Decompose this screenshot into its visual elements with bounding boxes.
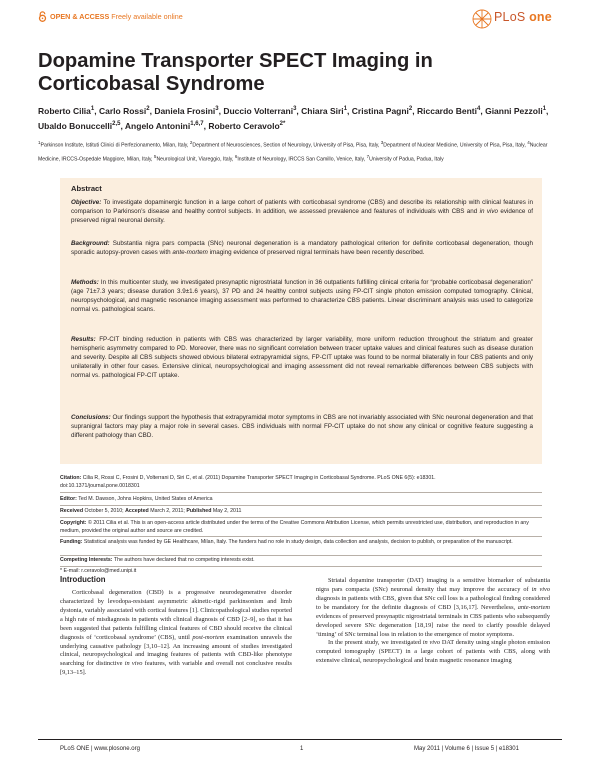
author-affiliation-ref: 1 <box>90 106 95 112</box>
objective-text-end: evidence of preserved nigral neuronal density. <box>71 207 533 224</box>
affiliation-number: 3 <box>380 140 384 145</box>
objective-text: To investigate dopaminergic function in a large cohort of patients with corticobasal syndrome (CBS) and describe its relationship with clinical features in comparison to Parkinson’s disease and healthy control subjects. In addition, we assessed prevalence and features of individuals with CBS and <box>71 199 533 215</box>
text-run: in vivo <box>531 585 550 593</box>
footer-issue-info: May 2011 | Volume 6 | Issue 5 | e18301 <box>414 746 519 752</box>
citation-text: Cilia R, Rossi C, Frosini D, Volterrani D, Siri C, et al. (2011) Dopamine Transporter SPECT Imaging in Corticobasal Syndrome. PLoS ONE 6(5): e18301. <box>82 475 436 481</box>
objective-label: Objective: <box>71 199 102 206</box>
footer-separator: | <box>91 746 93 752</box>
competing-text: The authors have declared that no competing interests exist. <box>113 557 255 563</box>
dates <box>60 508 542 516</box>
divider <box>60 517 542 518</box>
author-affiliation-ref: 1 <box>542 106 547 112</box>
introduction-heading: Introduction <box>60 575 106 584</box>
abstract-conclusions <box>71 414 533 441</box>
methods-label: Methods: <box>71 279 99 286</box>
author-affiliation-ref: 1 <box>343 106 348 112</box>
author-affiliation-ref: 2,5 <box>112 120 121 127</box>
author-affiliation-ref: 3 <box>293 106 297 112</box>
affiliation-number: 7 <box>366 153 370 159</box>
background-italic: ante-mortem <box>172 248 208 256</box>
logo-one-text: one <box>529 10 552 24</box>
text-run: ante-mortem <box>517 603 550 611</box>
affiliation-text: Neurological Unit, Viareggio, Italy, <box>156 156 234 163</box>
author-name[interactable]: Riccardo Benti <box>417 105 477 116</box>
received-date: October 5, 2010; <box>84 508 124 514</box>
text-run: post-mortem <box>192 633 225 641</box>
author-name[interactable]: Roberto Cilia <box>38 105 91 116</box>
text-run: in vivo <box>422 639 440 647</box>
freely-available-label: Freely available online <box>111 12 183 21</box>
text-run: in vivo <box>124 660 143 668</box>
author-list: Roberto Cilia$^1$, Carlo Rossi$^2$, Daniela Frosini$^3$, Duccio Volterrani$^3$, Chiara Siri$^1$, Cristina Pagni$^2$, Riccardo Benti$^4$, Gianni Pezzoli$^1$, Ubaldo Bonuccelli$^{2,5}$, Angelo Antonini$^{1,6,7}$, Roberto Ceravolo$^{2*}$ <box>38 105 549 131</box>
author-name[interactable]: Angelo Antonini <box>124 120 191 131</box>
conclusions-label: Conclusions: <box>71 414 111 421</box>
footer-journal <box>60 746 140 752</box>
affiliation-number: 4 <box>527 140 530 145</box>
plos-one-logo <box>494 10 552 24</box>
article-title: Dopamine Transporter SPECT Imaging in Corticobasal Syndrome <box>38 50 433 95</box>
divider <box>60 555 542 556</box>
results-label: Results: <box>71 336 96 343</box>
author-name[interactable]: Daniela Frosini <box>154 105 216 116</box>
text-run: Corticobasal degeneration (CBD) is a progressive neurodegenerative disorder characterized by levodopa-resistant asymmetric akinetic-rigid parkinsonism and limb dystonia, variably associated with cortical features [1]. Clinicopathological studies reported a high rate of misdiagnosis in patients with clinical diagnosis of CBD [2–9], so that it has been suggested that patients fulfilling clinical features of CBD should receive the clinical diagnosis of ‘corticobasal syndrome’ (CBS), until <box>60 589 292 641</box>
funding-label: Funding: <box>60 539 83 545</box>
author-name[interactable]: Duccio Volterrani <box>223 105 294 116</box>
editor-text: Ted M. Dawson, Johns Hopkins, United States of America <box>78 496 213 502</box>
author-name[interactable]: Roberto Ceravolo <box>208 120 280 131</box>
author-name[interactable]: Gianni Pezzoli <box>485 105 543 116</box>
author-affiliation-ref: 3 <box>215 106 219 112</box>
divider <box>60 536 542 537</box>
affiliation-number: 2 <box>189 140 193 145</box>
divider <box>60 505 542 506</box>
abstract-heading: Abstract <box>71 184 102 193</box>
published-label: Published <box>186 508 212 514</box>
abstract-results <box>71 336 533 381</box>
footer-rule <box>38 739 562 740</box>
divider <box>60 492 542 493</box>
background-text-end: imaging evidence of preserved nigral terminals have been recently described. <box>209 248 425 256</box>
copyright-text: © 2011 Cilia et al. This is an open-access article distributed under the terms of the Creative Commons Attribution License, which permits unrestricted use, distribution, and reproduction in any medium, provided the original author and source are credited. <box>60 520 529 534</box>
footer-journal-name: PLoS ONE <box>60 746 90 752</box>
citation-doi[interactable]: doi:10.1371/journal.pone.0018301 <box>60 482 140 489</box>
footer-page-number: 1 <box>300 746 304 752</box>
author-name[interactable]: Ubaldo Bonuccelli <box>38 120 113 131</box>
published-date: May 2, 2011 <box>212 508 242 514</box>
affiliation-text: Nuclear Medicine, IRCCS-Ospedale Maggiore, Milan, Italy, <box>38 142 548 163</box>
text-run: Striatal dopamine transporter (DAT) imaging is a sensitive biomarker of substantia nigra pars compacta (SNc) neuronal density that may improve the accuracy of <box>316 577 550 593</box>
funding-text: Statistical analysis was funded by GE Healthcare, Milan, Italy. The funders had no role in study design, data collection and analysis, decision to publish, or preparation of the manuscript. <box>83 539 513 545</box>
funding <box>60 539 542 547</box>
text-run: diagnosis in patients with CBS, given that SNc cell loss is a pathological finding considered to be mandatory for the definite diagnosis of CBD [3,16,17]. Nevertheless, <box>316 594 550 611</box>
affiliation-text: University of Padua, Padua, Italy <box>369 156 444 163</box>
author-name[interactable]: Chiara Siri <box>301 105 344 116</box>
results-text: FP-CIT binding reduction in patients with CBS was characterized by larger variability, more uniform reduction throughout the striatum and greater hemispheric asymmetry compared to PD. Moreover, there was no significant correlation between tracer uptake values and clinical features such as disease duration and severity. Despite all CBS subjects showed obvious bilateral extrapyramidal signs, FP-CIT uptake was found to be normal bilaterally in four CBS patients and only unilaterally in other four cases. Extensive clinical, neuropsychological and imaging assessment did not reveal remarkable differences between CBS subjects with normal vs. pathological FP-CIT uptake. <box>71 336 533 379</box>
text-run: In the present study, we investigated <box>328 639 421 647</box>
body-column-left <box>60 589 292 678</box>
objective-italic: in vivo <box>479 207 498 215</box>
author-affiliation-ref: 1,6,7 <box>190 120 204 127</box>
competing-interests <box>60 557 542 565</box>
accepted-label: Accepted <box>125 508 149 514</box>
body-column-right <box>316 577 550 666</box>
affiliation-number: 1 <box>38 140 41 145</box>
logo-plos-text: PLoS <box>494 10 526 24</box>
abstract-background <box>71 240 533 258</box>
background-text: Substantia nigra pars compacta (SNc) neuronal degeneration is a mandatory pathological criterion for definite corticobasal degeneration, though sporadic autopsy-proven cases with <box>71 240 533 256</box>
corresponding-email[interactable]: * E-mail: r.ceravolo@med.unipi.it <box>60 568 137 574</box>
affiliation-text: Parkinson Institute, Istituti Clinici di Perfezionamento, Milan, Italy, <box>40 142 189 149</box>
received-label: Received <box>60 508 84 514</box>
divider <box>60 566 542 567</box>
text-run: examination unravels the underlying causative pathology [3,10–12]. An increasing amount of studies investigated clinical, neuropsychological and imaging features of patients with CBD-like phenotype searching for distinctive <box>60 633 293 668</box>
open-access-lock-icon <box>38 11 47 22</box>
author-affiliation-ref: 4 <box>477 106 481 112</box>
author-affiliation-ref: 2 <box>408 106 413 112</box>
text-run: evidences of preserved presynaptic nigrostriatal terminals in CBS patients who subsequently developed severe SNc degeneration [18,19] raise the need to clarify possible delayed ‘timing’ of SNc terminal loss in relation to the emergence of motor symptoms. <box>316 612 550 638</box>
abstract-objective <box>71 199 533 226</box>
background-label: Background: <box>71 240 110 247</box>
citation-label: Citation: <box>60 475 82 481</box>
accepted-date: March 2, 2011; <box>150 508 185 514</box>
affiliation-number: 5 <box>153 153 157 159</box>
author-affiliation-ref: 2* <box>279 120 286 127</box>
open-access-label: OPEN & ACCESS <box>50 12 110 21</box>
affiliation-text: Institute of Neurology, IRCCS San Camillo, Venice, Italy, <box>237 156 366 163</box>
citation <box>60 475 542 490</box>
text-run: features, with variable and overall not conclusive results [9,13–15]. <box>60 660 293 677</box>
intro-paragraph <box>316 577 550 639</box>
text-run: DAT density using single photon emission computed tomography (SPECT) in a large cohort of patients with CBS, along with extensive clinical, neuropsychological and brain magnetic resonance imaging <box>316 639 550 665</box>
affiliation-number: 6 <box>234 153 238 159</box>
methods-text: In this multicenter study, we investigated presynaptic nigrostriatal function in 36 outpatients fulfilling clinical criteria for “probable corticobasal degeneration” (age 71±7.3 years; disease duration 3.9±1.6 years), 37 PD and 24 healthy control subjects using FP-CIT single photon emission computed tomography. Clinical, neuropsychological, and magnetic resonance imaging assessment was performed to characterize CBS patients. Linear discriminant analysis was used to categorize normal vs. pathological scans. <box>71 279 533 313</box>
copyright <box>60 520 542 535</box>
editor <box>60 496 542 504</box>
affiliations <box>38 138 560 165</box>
copyright-label: Copyright: <box>60 520 87 526</box>
author-name[interactable]: Cristina Pagni <box>351 105 409 116</box>
abstract-methods <box>71 279 533 315</box>
author-affiliation-ref: 2 <box>146 106 150 112</box>
footer-url[interactable]: www.plosone.org <box>94 746 140 752</box>
intro-paragraph <box>60 589 292 678</box>
editor-label: Editor: <box>60 496 77 502</box>
competing-label: Competing Interests: <box>60 557 113 563</box>
open-access-banner <box>50 12 183 21</box>
intro-paragraph <box>316 639 550 666</box>
author-name[interactable]: Carlo Rossi <box>98 105 147 116</box>
affiliation-text: Department of Neurosciences, Section of Neurology, University of Pisa, Pisa, Italy, <box>192 142 380 149</box>
conclusions-text: Our findings support the hypothesis that extrapyramidal motor symptoms in CBS are not invariably associated with SNc neuronal degeneration and that supranigral factors may play a major role in several cases. CBS individuals with normal FP-CIT uptake do not show any clinical or cognitive feature suggesting a different pathology than CBD. <box>71 414 533 439</box>
affiliation-text: Department of Nuclear Medicine, University of Pisa, Pisa, Italy, <box>383 142 526 149</box>
